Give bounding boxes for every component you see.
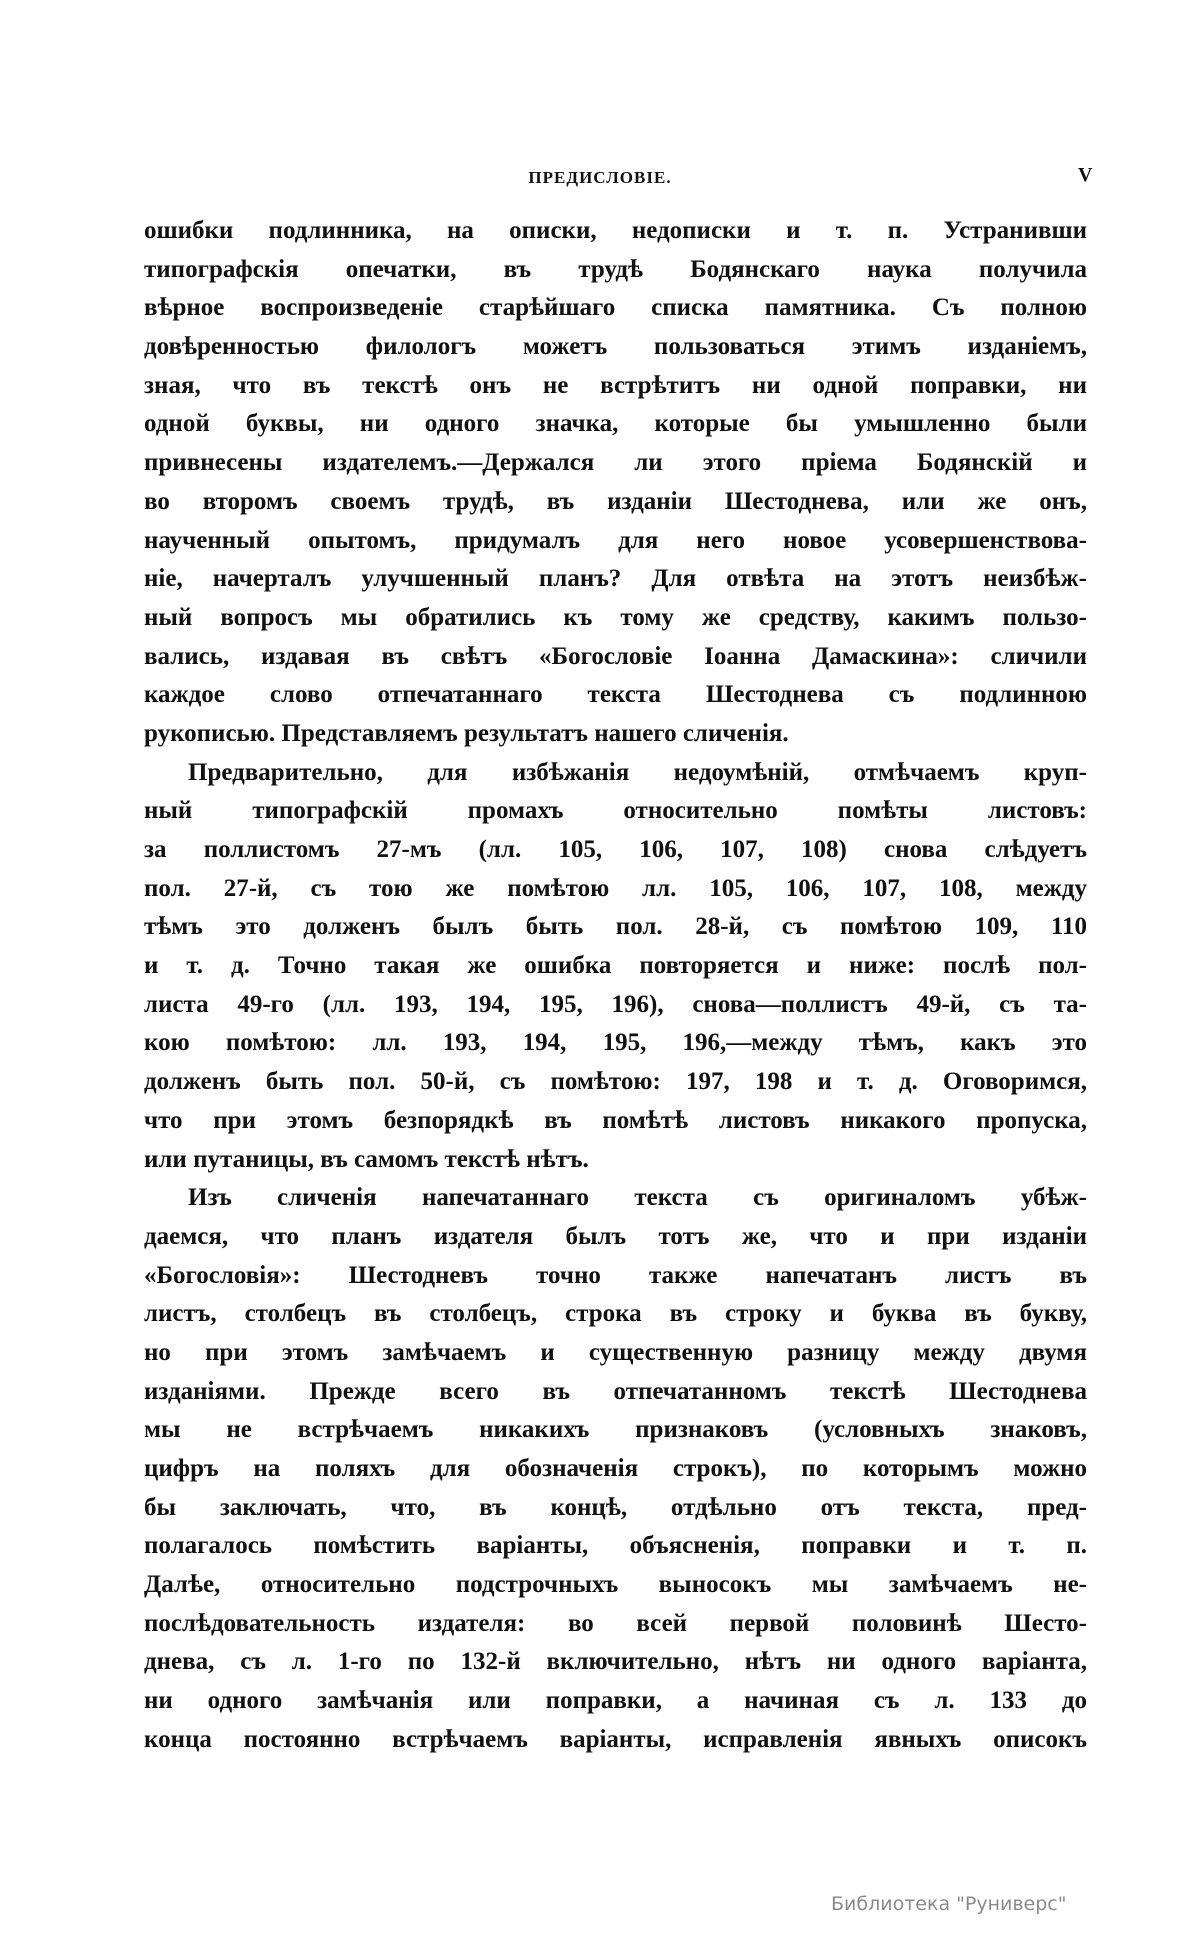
text-line: довѣренностью филологъ можетъ пользоваться этимъ изданіемъ,: [144, 333, 1087, 361]
text-line: мы не встрѣчаемъ никакихъ признаковъ (условныхъ знаковъ,: [144, 1416, 1087, 1444]
text-line: за поллистомъ 27-мъ (лл. 105, 106, 107, 108) снова слѣдуетъ: [144, 836, 1087, 863]
text-line: послѣдовательность издателя: во всей первой половинѣ Шесто-: [144, 1609, 1087, 1637]
text-line: вѣрное воспроизведеніе старѣйшаго списка памятника. Съ полною: [144, 294, 1087, 322]
text-line: долженъ быть пол. 50-й, съ помѣтою: 197, 198 и т. д. Оговоримся,: [144, 1068, 1087, 1096]
text-line: и т. д. Точно такая же ошибка повторяется и ниже: послѣ пол-: [144, 952, 1087, 980]
text-line: конца постоянно встрѣчаемъ варіанты, исправленія явныхъ описокъ: [144, 1725, 1087, 1753]
text-line: но при этомъ замѣчаемъ и существенную разницу между двумя: [144, 1338, 1087, 1366]
text-line: кою помѣтою: лл. 193, 194, 195, 196,—между тѣмъ, какъ это: [144, 1029, 1087, 1057]
text-line: привнесены издателемъ.—Держался ли этого пріема Бодянскій и: [144, 449, 1087, 477]
text-line: бы заключать, что, въ концѣ, отдѣльно отъ текста, пред-: [144, 1493, 1087, 1521]
text-line: ный вопросъ мы обратились къ тому же средству, какимъ пользо-: [144, 603, 1087, 631]
text-line: полагалось помѣстить варіанты, объясненія, поправки и т. п.: [144, 1532, 1087, 1560]
page-number: V: [1078, 164, 1093, 186]
text-line: Предварительно, для избѣжанія недоумѣній, отмѣчаемъ круп-: [188, 758, 1087, 786]
text-line: рукописью. Представляемъ результатъ нашего сличенія.: [144, 719, 789, 747]
library-watermark: Библиотека "Руниверс": [831, 1893, 1067, 1915]
text-line: Изъ сличенія напечатаннаго текста съ оригиналомъ убѣж-: [188, 1184, 1087, 1212]
text-line: тѣмъ это долженъ былъ быть пол. 28-й, съ помѣтою 109, 110: [144, 913, 1087, 941]
body-text: [144, 212, 1087, 1760]
text-line: что при этомъ безпорядкѣ въ помѣтѣ листовъ никакого пропуска,: [144, 1106, 1087, 1134]
text-line: «Богословія»: Шестодневъ точно также напечатанъ листъ въ: [144, 1261, 1087, 1289]
text-line: Далѣе, относительно подстрочныхъ выносокъ мы замѣчаемъ не-: [144, 1571, 1087, 1599]
text-line: одной буквы, ни одного значка, которые бы умышленно были: [144, 410, 1087, 438]
paragraph: [144, 212, 1087, 754]
text-line: ошибки подлинника, на описки, недописки и т. п. Устранивши: [144, 217, 1087, 244]
text-line: ни одного замѣчанія или поправки, а начиная съ л. 133 до: [144, 1687, 1087, 1715]
paragraph: [144, 754, 1087, 1180]
text-line: во второмъ своемъ трудѣ, въ изданіи Шестоднева, или же онъ,: [144, 487, 1087, 515]
text-line: наученный опытомъ, придумалъ для него новое усовершенствова-: [144, 526, 1087, 554]
text-line: даемся, что планъ издателя былъ тотъ же, что и при изданіи: [144, 1222, 1087, 1250]
paragraph: [144, 1179, 1087, 1759]
text-line: ніе, начерталъ улучшенный планъ? Для отвѣта на этотъ неизбѣж-: [144, 565, 1087, 593]
text-line: днева, съ л. 1-го по 132-й включительно, нѣтъ ни одного варіанта,: [144, 1648, 1087, 1676]
text-line: изданіями. Прежде всего въ отпечатанномъ текстѣ Шестоднева: [144, 1377, 1087, 1405]
text-line: зная, что въ текстѣ онъ не встрѣтитъ ни одной поправки, ни: [144, 371, 1087, 399]
text-line: цифръ на поляхъ для обозначенія строкъ), по которымъ можно: [144, 1455, 1087, 1482]
text-line: или путаницы, въ самомъ текстѣ нѣтъ.: [144, 1145, 589, 1173]
text-line: листъ, столбецъ въ столбецъ, строка въ строку и буква въ букву,: [144, 1300, 1087, 1328]
text-line: вались, издавая въ свѣтъ «Богословіе Іоанна Дамаскина»: сличили: [144, 642, 1087, 670]
text-line: пол. 27-й, съ тою же помѣтою лл. 105, 106, 107, 108, между: [144, 874, 1087, 902]
text-line: листа 49-го (лл. 193, 194, 195, 196), снова—поллистъ 49-й, съ та-: [144, 990, 1087, 1018]
text-line: каждое слово отпечатаннаго текста Шестоднева съ подлинною: [144, 681, 1087, 709]
text-line: ный типографскій промахъ относительно помѣты листовъ:: [144, 797, 1087, 825]
running-title: ПРЕДИСЛОВІЕ.: [528, 168, 672, 187]
text-line: типографскія опечатки, въ трудѣ Бодянскаго наука получила: [144, 255, 1087, 283]
